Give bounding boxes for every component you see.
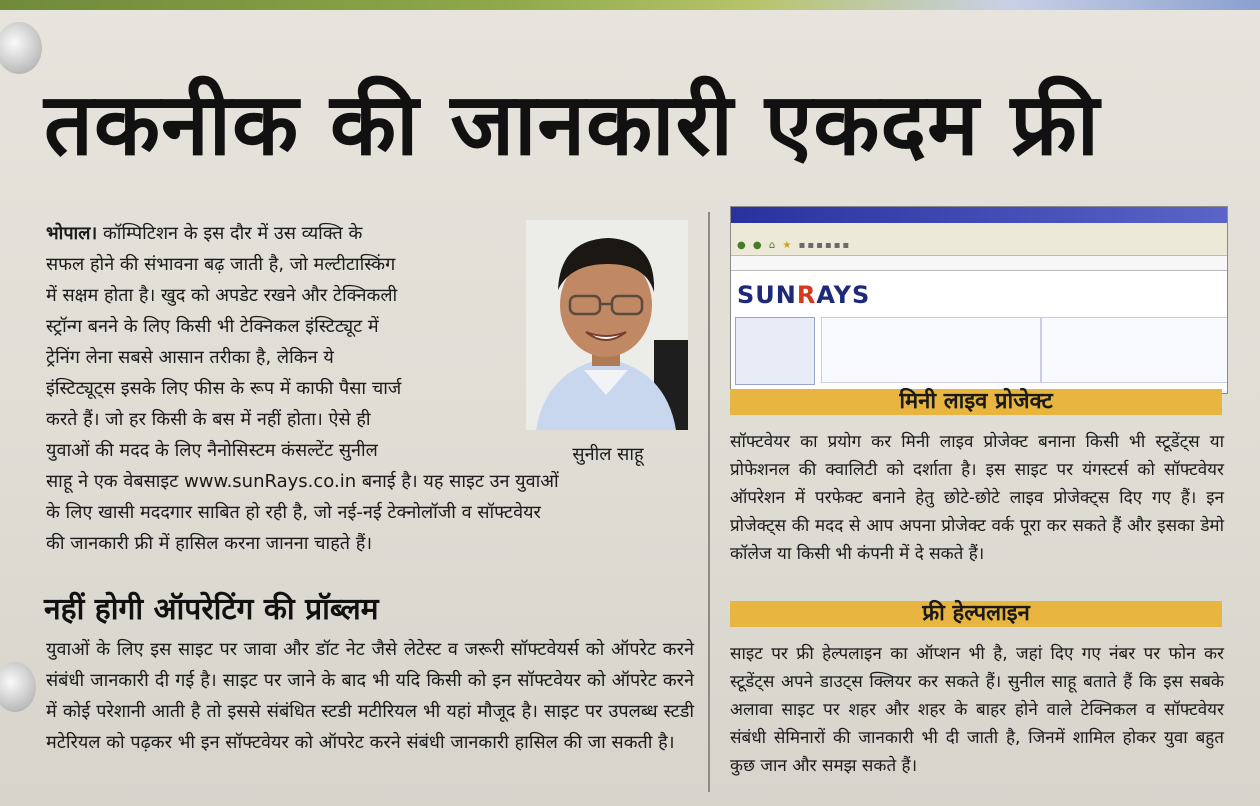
intro-line-2: सफल होने की संभावना बढ़ जाती है, जो मल्टीटास्किंग: [46, 254, 396, 275]
intro-line-3: में सक्षम होता है। खुद को अपडेट रखने और टेक्निकली: [46, 285, 398, 306]
photo-caption: सुनील साहू: [572, 444, 644, 465]
portrait-photo: [526, 220, 688, 430]
star-icon: ★: [782, 240, 794, 251]
home-icon: ⌂: [768, 240, 778, 251]
headline: तकनीक की जानकारी एकदम फ्री: [44, 75, 1101, 175]
intro-line-1: भोपाल। कॉम्पिटिशन के इस दौर में उस व्यक्ति के: [46, 223, 363, 244]
section1-text: सॉफ्टवेयर का प्रयोग कर मिनी लाइव प्रोजेक्ट बनाना किसी भी स्टूडेंट्स या प्रोफेशनल की क्वालिटी को दर्शाता है। इस साइट पर यंगस्टर्स को सॉफ्टवेयर ऑपरेशन में परफेक्ट बनाने हेतु छोटे-छोटे लाइव प्रोजेक्ट्स दिए गए हैं। इन प्रोजेक्ट्स की मदद से आप अपना प्रोजेक्ट वर्क पूरा कर सकते हैं और इसका डेमो कॉलेज या किसी भी कंपनी में दे सकते हैं।: [730, 432, 1224, 564]
intro-full: [46, 466, 694, 559]
intro-full-line-3: की जानकारी फ्री में हासिल करना जानना चाहते हैं।: [46, 533, 373, 554]
intro-line-8: युवाओं की मदद के लिए नैनोसिस्टम कंसल्टेंट सुनील: [46, 440, 378, 461]
website-news-panel: [1041, 317, 1228, 383]
section2-text: साइट पर फ्री हेल्पलाइन का ऑप्शन भी है, जहां दिए गए नंबर पर फोन कर स्टूडेंट्स अपने डाउट्स क्लियर कर सकते हैं। सुनील साहू बताते हैं कि इस सबके अलावा साइट पर शहर और शहर के बाहर होने वाले टेक्निकल व सॉफ्टवेयर संबंधी सेमिनारों की जानकारी भी दी जाती है, जिनमें शामिल होकर युवा बहुत कुछ जान और समझ सकते हैं।: [730, 644, 1224, 776]
pin-top-left: [0, 22, 42, 74]
browser-menubar: [731, 223, 1227, 237]
intro-full-line-1: साहू ने एक वेबसाइट www.sunRays.co.in बनाई है। यह साइट उन युवाओं: [46, 471, 559, 492]
website-nav-panel: [735, 317, 815, 385]
toolbar-icons: ▪▪▪▪▪▪: [798, 240, 852, 251]
subhead-body: युवाओं के लिए इस साइट पर जावा और डॉट नेट जैसे लेटेस्ट व जरूरी सॉफ्टवेयर्स को ऑपरेट करने संबंधी जानकारी दी गई है। साइट पर जाने के बाद भी यदि किसी को इन सॉफ्टवेयर को ऑपरेट करने में कोई परेशानी आती है तो इससे संबंधित स्टडी मटीरियल भी यहां मौजूद है। साइट पर उपलब्ध स्टडी मटेरियल को पढ़कर भी इन सॉफ्टवेयर को ऑपरेट करने संबंधी जानकारी हासिल की जा सकती है।: [46, 639, 694, 753]
column-divider: [708, 212, 710, 792]
back-icon: ●: [737, 240, 748, 251]
intro-line-4: स्ट्रॉन्ग बनने के लिए किसी भी टेक्निकल इंस्टिट्यूट में: [46, 316, 379, 337]
pin-bottom-left: [0, 662, 36, 712]
website-screenshot: [730, 206, 1228, 394]
dateline: भोपाल।: [46, 223, 98, 244]
subhead: नहीं होगी ऑपरेटिंग की प्रॉब्लम: [44, 592, 379, 627]
browser-toolbar: [731, 237, 1227, 256]
browser-titlebar: [731, 207, 1227, 223]
intro-line-6: इंस्टिट्यूट्स इसके लिए फीस के रूप में काफी पैसा चार्ज: [46, 378, 402, 399]
section2-title: फ्री हेल्पलाइन: [730, 601, 1222, 627]
website-logo: SUNRAYS: [737, 281, 871, 309]
intro-line-5: ट्रेनिंग लेना सबसे आसान तरीका है, लेकिन ये: [46, 347, 334, 368]
intro-full-line-2: के लिए खासी मददगार साबित हो रही है, जो नई-नई टेक्नोलॉजी व सॉफ्टवेयर: [46, 502, 541, 523]
top-color-strip: [0, 0, 1260, 10]
portrait-illustration: [526, 220, 688, 430]
intro-narrow: [46, 218, 506, 466]
website-body: [731, 271, 1227, 391]
website-main-panel: [821, 317, 1041, 383]
browser-address-bar: [731, 256, 1227, 271]
section1-title: मिनी लाइव प्रोजेक्ट: [730, 389, 1222, 415]
intro-line-7: करते हैं। जो हर किसी के बस में नहीं होता। ऐसे ही: [46, 409, 371, 430]
forward-icon: ●: [752, 240, 764, 251]
